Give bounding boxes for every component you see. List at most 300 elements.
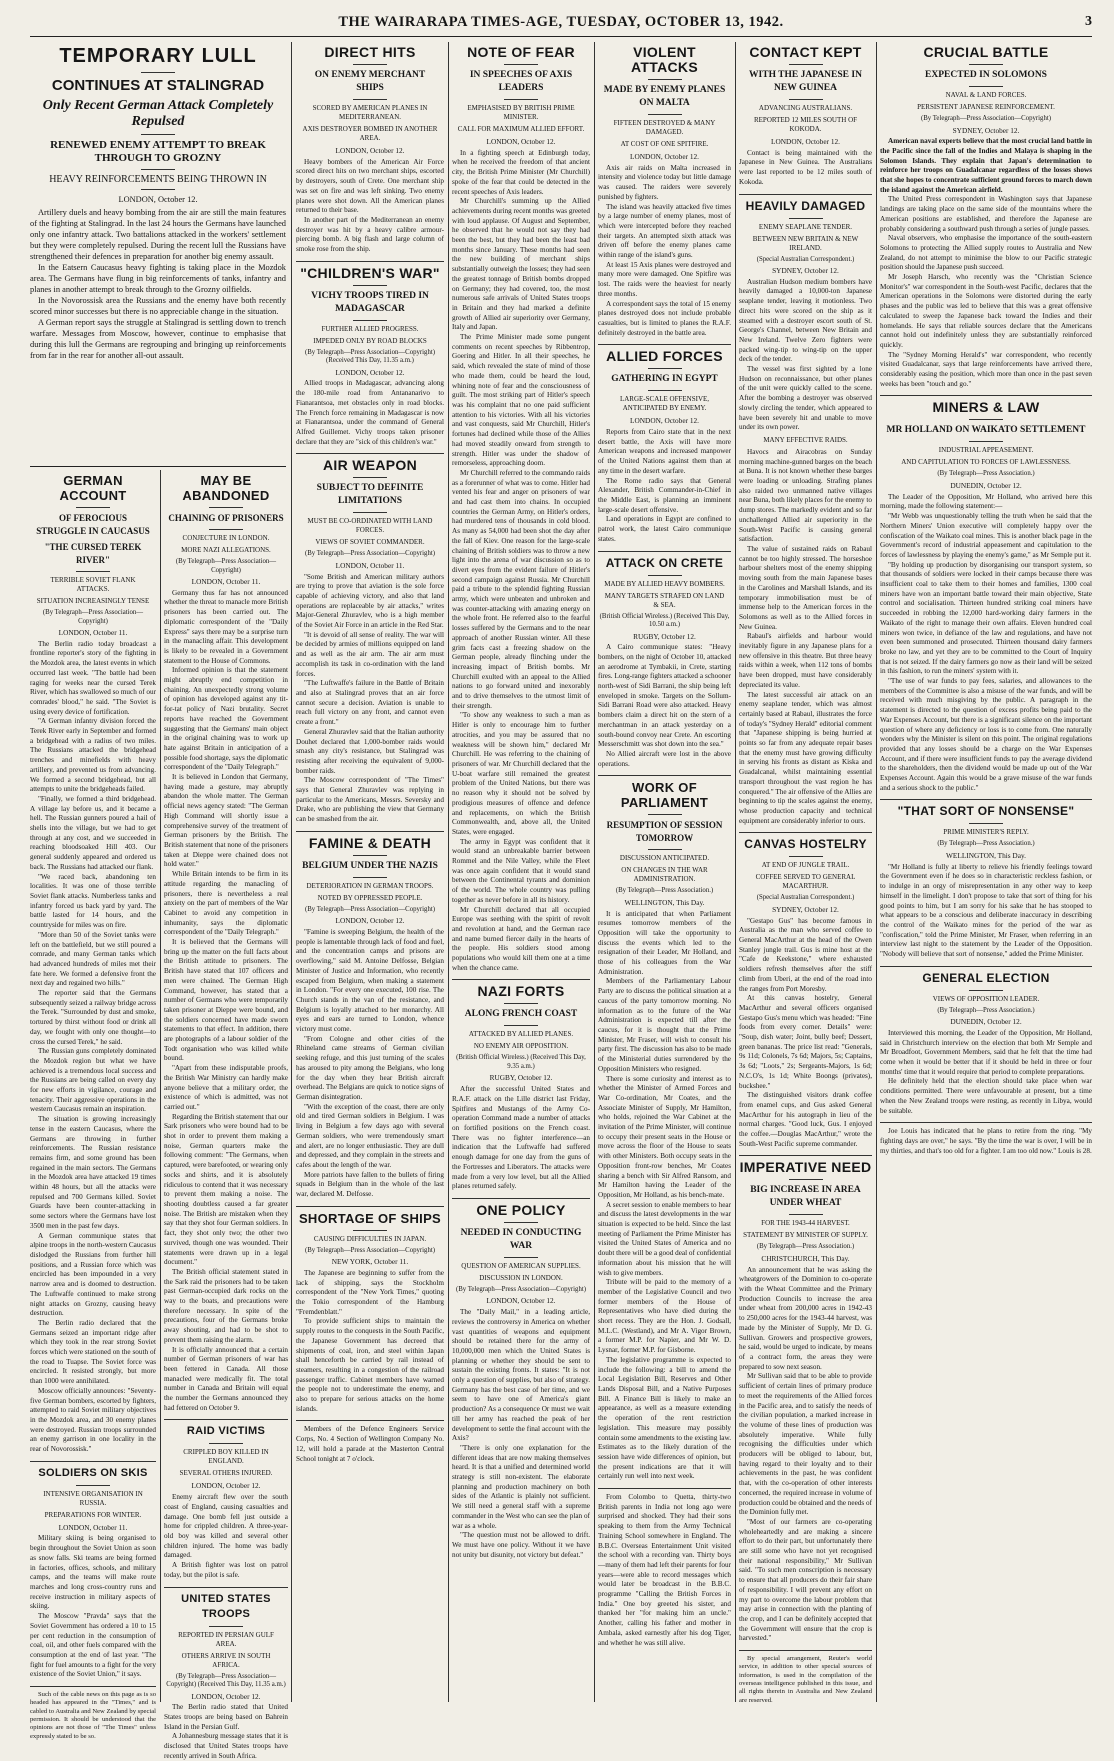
deck: MUST BE CO-ORDINATED WITH LAND FORCES. <box>307 517 433 535</box>
deck: CONJECTURE IN LONDON. <box>182 534 270 542</box>
separator <box>969 990 1003 991</box>
deck: REPORTED IN PERSIAN GULF AREA. <box>178 1630 274 1648</box>
paragraph: The Prime Minister made some pungent comments on recent speeches by Ribbentrop, Goering and Hitler. In all their speeches, he said, which revealed the state of mind of those who made them, could be heard the loud, whining note of fear and the consciousness of guilt. The most striking part of Hitler's speech was his complaint that no one paid sufficient attention to his victories. With all his victories and vast conquests, said Mr Churchill, Hitler's fortunes had declined while those of the Allies had moved steadily onward from strength to strength. Hitler was under the shadow of remorseless, approaching doom. <box>452 333 590 468</box>
paragraph: A German report says the struggle at Stalingrad is settling down to trench warfare. Messages from Moscow, however, continue to emphasise that during this lull the Germans are regrouping and bringing up reinforcements from far in the rear for another all-out assault. <box>30 318 286 360</box>
headline: GERMAN ACCOUNT <box>59 473 127 503</box>
paragraph: The "Sydney Morning Herald's" war correspondent, who recently visited Guadalcanar, says that large reinforcements have arrived there, considerably easing the position, which more than once in the past seven weeks has been "touch and go." <box>880 350 1092 388</box>
paragraph: There is some curiosity and interest as to whether the Minister of Armed Forces and War Co-ordination, Mr Coates, and the Associate Minister of Supply, Mr Hamilton, who holds, rejoined the War Cabinet at the invitation of the Prime Minister, will continue to occupy their present seats in the House or move across the floor of the House to seats with other Ministers. Both occupy seats in the Opposition front-row benches, Mr Coates sharing a bench with Sir Alfred Ransom, and Mr Hamilton having the Leader of the Opposition, Mr Holland, as his bench-mate. <box>598 1074 731 1199</box>
deck: NO ENEMY AIR OPPOSITION. <box>473 1042 569 1051</box>
separator <box>141 189 175 190</box>
deck: NOTED BY OPPRESSED PEOPLE. <box>317 893 423 902</box>
headline: IMPERATIVE NEED <box>739 1159 872 1176</box>
paragraph: Germany thus far has not announced whether the threat to manacle more British prisoners has been carried out. The diplomatic correspondent of the "Daily Express" says there may be a surprise turn in the manacling affair. This development is likely to be revealed in a Government statement to the House of Commons. <box>164 588 288 665</box>
credit-line: (By Telegraph—Press Association—Copyright) <box>304 1246 436 1254</box>
dateline: LONDON, October 11. <box>58 628 128 637</box>
separator <box>880 799 1092 800</box>
separator <box>296 1206 444 1207</box>
deck: EMPHASISED BY BRITISH PRIME MINISTER. <box>467 104 575 121</box>
paragraph: Mr Churchill declared that all occupied Europe was seething with the spirit of revolt and revolution at hand, and the German race and name burned fiercer daily in the hearts of the people. His soldiers stood among populations who would kill them one at a time when the chance came. <box>452 905 590 972</box>
paragraph: "Famine is sweeping Belgium, the health of the people is lamentable through lack of food and fuel, and the concentration camps and prisons are overflowing," said M. Antoine Delfosse, Belgian Minister of Justice and Information, who recently escaped from Belgium, when making a statement in London. "For every one executed, 100 rise. The Church stands in the van of the resistance, and Belgium is loyally attached to her monarchy. All eyes and ears are turned to London, whence victory must come. <box>296 928 444 1034</box>
deck: DISCUSSION ANTICIPATED. <box>619 854 710 863</box>
deck: INTENSIVE ORGANISATION IN RUSSIA. <box>43 1489 143 1507</box>
separator <box>504 1257 538 1258</box>
paragraph: Informed opinion is that the statement might abruptly end competition in chaining. An unexpectedly strong volume of opinion has developed against any tit-for-tat policy of Nazi brutality. Secret reports have reached the Government suggesting that the Germans' main object in the original chaining was to work up hate against Britain in anticipation of a possible food shortage, says the diplomatic correspondent of the "Daily Telegraph." <box>164 666 288 772</box>
dateline: LONDON, October 11. <box>335 560 405 570</box>
deck: MADE BY ALLIED HEAVY BOMBERS. <box>604 579 725 588</box>
credit-line: (By Telegraph—Press Association—Copyright) <box>920 115 1052 122</box>
paragraph: The distinguished visitors drank coffee from enamel cups, and Gus asked General MacArthur for his autograph in lieu of the normal charges. "Good luck, Gus. I enjoyed the coffee.—Douglas MacArthur," wrote the South-West Pacific supreme commander. <box>739 1091 872 1148</box>
paragraph: The Leader of the Opposition, Mr Holland, who arrived here this morning, made the following statement:— <box>880 492 1092 511</box>
deck: ENEMY SEAPLANE TENDER. <box>758 222 853 231</box>
credit-line: (By Telegraph—Press Association—Copyright) <box>304 905 436 913</box>
paragraph: It is believed in London that Germany, having made a gesture, may abruptly abandon the whole matter. The German official news agency stated: "The German High Command will shortly issue a comprehensive survey of the treatment of German prisoners by the British. The British statement that none of the prisoners taken at Dieppe were chained does not hold water." <box>164 773 288 869</box>
paragraph: Artillery duels and heavy bombing from the air are still the main features of the fighting at Stalingrad. In the last 24 hours the Germans have launched only one infantry attack. Two battalions attacked in the workers' settlement but they were completely repulsed. During the recent lull the Russians have strengthened their defences in preparation for another big enemy assault. <box>30 208 286 261</box>
separator <box>880 395 1092 396</box>
dateline: LONDON, October 12. <box>335 146 405 155</box>
separator <box>296 261 444 262</box>
separator <box>353 477 387 478</box>
separator <box>739 1650 872 1651</box>
paragraph: Members of the Defence Engineers Service Corps, No. 4 Section of Wellington Company No. 12, will hold a parade at the Masterton Central School tonight at 7 o'clock. <box>296 1425 444 1463</box>
paragraph: "It is devoid of all sense of reality. The war will be decided by armies of millions equipped on land and as well as the air arm. The air arm must accomplish its task in co-ordination with the land forces. <box>296 630 444 678</box>
separator <box>504 99 538 100</box>
deck: SEVERAL OTHERS INJURED. <box>179 1469 273 1478</box>
dateline: LONDON, October 12. <box>191 1481 261 1491</box>
headline: NOTE OF FEAR <box>467 44 575 60</box>
credit-line: (By Telegraph—Press Association.) <box>615 887 714 895</box>
deck: MANY TARGETS STRAFED ON LAND & SEA. <box>604 591 725 609</box>
paragraph: Australian Hudson medium bombers have heavily damaged a 10,000-ton Japanese seaplane tender, leaving it motionless. Two direct hits were scored on the ship as it steamed with a destroyer escort south of St. George's Channel, between New Britain and New Ireland. Twelve Zero fighters were packed wing-tip to wing-tip on the upper deck of the tender. <box>739 277 872 364</box>
dateline: LONDON, October 12. <box>191 1691 261 1701</box>
column-divider <box>160 470 161 1702</box>
deck: BETWEEN NEW BRITAIN & NEW IRELAND. <box>752 234 859 252</box>
separator <box>141 169 175 170</box>
deck: VICHY TROOPS TIRED IN MADAGASCAR <box>311 290 429 314</box>
paragraph: The Moscow "Pravda" says that the Soviet Government has ordered a 10 to 15 per cent reduction in the consumption of coal, oil, and other fuels compared with the consumption at the end of last year. "The fight for fuel amounts to a fight for the very existence of the Soviet Union," it says. <box>30 1612 156 1679</box>
paragraph: The vessel was first sighted by a lone Hudson on reconnaissance, but other planes of the unit were quickly called to the scene. After the bombing a destroyer was observed slowly circling the tender, which appeared to have been severely hit and unable to move under its own power. <box>739 365 872 432</box>
dateline: DUNEDIN, October 12. <box>950 1017 1022 1027</box>
separator <box>648 575 682 576</box>
paragraph: Joe Louis has indicated that he plans to retire from the ring. "My fighting days are over," he says. "By the time the war is over, I will be in my thirties, and that's too old for a fighter. I am too old now." Louis is 28. <box>880 1127 1092 1155</box>
separator <box>209 1443 243 1444</box>
dateline: LONDON, October 12. <box>118 195 198 204</box>
deck: CHAINING OF PRISONERS <box>168 513 284 523</box>
paragraph: Enemy aircraft flew over the south coast of England, causing casualties and damage. One bomb fell just outside a home for crippled children. A three-year-old boy was killed and several other children injured. The home was badly damaged. <box>164 1493 288 1560</box>
deck: ATTACKED BY ALLIED PLANES. <box>468 1030 574 1039</box>
deck: PREPARATIONS FOR WINTER. <box>44 1510 142 1519</box>
credit-line: (By Telegraph—Press Association—Copyright) <box>42 609 144 625</box>
separator <box>598 344 731 345</box>
paragraph: At this canvas hostelry, General MacArthur and several officers organised Gestapo Gus's menu which was headed: "Fine foods from every corner. Details" were: "Soup, dish water; Joint, bully beef; Dessert, green bananas. The price list read: "Generals, 9s 11d; Colonels, 7s 6d; Majors, 5s; Captains, 3s 6d; "Loots," 2s; Sergeants-Majors, 1s 6d; N.C.O's, 1s 1d; White Boongs (privates), buckshee." <box>739 994 872 1090</box>
deck: "THE CURSED TEREK RIVER" <box>44 542 142 565</box>
credit-line: (By Telegraph—Press Association.) <box>756 1243 855 1251</box>
column-6 <box>739 42 872 1702</box>
deck: AT END OF JUNGLE TRAIL. <box>761 861 850 870</box>
deck: Only Recent German Attack Completely Repulsed <box>42 98 274 129</box>
deck: EXPECTED IN SOLOMONS <box>925 70 1047 80</box>
headline: "THAT SORT OF NONSENSE" <box>897 804 1075 819</box>
paragraph: Mr Joseph Harsch, who recently was the "Christian Science Monitor's" war correspondent in the South-west Pacific, declares that the American operations in the Solomons were distorted during the early phases and the public was led to believe that this was a great offensive calculated to sweep the Japanese back toward the Indies and their homelands. He says that reliable sources declare that the Americans cannot hold out indefinitely unless they are substantially reinforced quickly. <box>880 273 1092 349</box>
dateline: WELLINGTON, This Day. <box>624 897 705 907</box>
paragraph: "The use of war funds to pay fees, salaries, and allowances to the members of the Committee is also a misuse of the war funds, and will be received with much misgiving by the public. A paragraph in the statement is directed to the question of excess profits being paid to the War Expenses Account, but there is a significant silence on the important question of where any deficiency or loss is to come from. One naturally wonders why the Minister is silent on this point. The original regulations provided that any losses should be a charge on the War Expenses Account, and if there were insufficient funds to pay the average dividend to the shareholders, then the dividend would be made up out of the War Expenses Account. Again this would be a grave misuse of the war funds and a serious shock to the public." <box>880 677 1092 792</box>
credit-line: (By Telegraph—Press Association.) <box>937 1006 1035 1014</box>
separator <box>598 1488 731 1489</box>
deck: PRIME MINISTER'S REPLY. <box>943 828 1029 837</box>
deck: SCORED BY AMERICAN PLANES IN MEDITERRANEAN. <box>312 104 428 121</box>
dateline: WELLINGTON, This Day. <box>946 850 1026 860</box>
separator <box>648 79 682 80</box>
paragraph: The reporter said that the Germans subsequently seized a railway bridge across the Terek. "Surrounded by dust and smoke, tortured by thirst without food or drink all day, we fought with only one thought—to cross the cursed Terek," he said. <box>30 989 156 1046</box>
deck: VIEWS OF OPPOSITION LEADER. <box>932 994 1040 1003</box>
deck: NEEDED IN CONDUCTING WAR <box>460 1227 582 1251</box>
headline: MINERS & LAW <box>932 399 1040 416</box>
paragraph: The British official statement stated in the Sark raid the prisoners had to be taken past German-occupied dark rocks on the way to the boats, and precautions were therefore necessary. In spite of the precautions, four of the Germans broke away shouting, and had to be shot to prevent them raising the alarm. <box>164 1267 288 1344</box>
separator <box>648 849 682 850</box>
deck: LARGE-SCALE OFFENSIVE, ANTICIPATED BY ENEMY. <box>619 395 710 413</box>
deck: BELGIUM UNDER THE NAZIS <box>302 860 438 871</box>
paragraph: A correspondent says the total of 15 enemy planes destroyed does not include probable casualties, but is limited to planes the R.A.F. definitely destroyed in the battle area. <box>598 299 731 337</box>
dateline: LONDON, October 12. <box>771 137 840 146</box>
dateline: LONDON, October 11. <box>58 1522 128 1532</box>
paragraph: "From Cologne and other cities of the Rhineland came streams of German civilian seeking refuge, and this just turning of the scales has aroused to pity among the Belgians, who long for the day when they hear British aircraft overhead. The Belgians are quick to notice signs of German disintegration. <box>296 1034 444 1101</box>
deck: RESUMPTION OF SESSION TOMORROW <box>606 820 723 844</box>
paragraph: The latest successful air attack on an enemy seaplane tender, which was almost certainly based at Rabaul, illustrates the force of today's "Sydney Herald" editorial comment that "Japanese shipping is being hurried at points so far from any adequate repair bases that the enemy must have growing difficulty in serving his fronts as distant as Kiska and Guadalcanal, whilst maintaining essential transport throughout the vast region he has conquered." The air offensive of the Allies are beginning to tip the scales against the enemy, whose production capacity and technical equipment are considerably inferior to ours. <box>739 690 872 825</box>
headline: CONTACT KEPT <box>749 44 862 60</box>
paragraph: The value of sustained raids on Rabaul cannot be too highly stressed. The horseshoe harbour shelters most of the enemy shipping moving south from the main Japanese bases in the Carolines and Marshall Islands, and its temporary immobilisation must be of immense help to the American forces in the Solomons as well as to the Allied forces in New Guinea. <box>739 545 872 631</box>
separator <box>30 1461 156 1462</box>
separator <box>969 419 1003 420</box>
deck: SITUATION INCREASINGLY TENSE <box>36 597 150 605</box>
deck: INDUSTRIAL APPEASEMENT. <box>938 446 1034 455</box>
deck: MR HOLLAND ON WAIKATO SETTLEMENT <box>886 425 1086 436</box>
separator <box>789 1179 823 1180</box>
separator <box>353 877 387 878</box>
paragraph: Contact is being maintained with the Japanese in New Guinea. The Australians were last reported to be 12 miles south of Kokoda. <box>739 148 872 186</box>
separator <box>353 285 387 286</box>
paragraph: General Zhuravlev said that the Italian authority Douhet declared that 1,000-bomber raids would smash any city's resistance, but Stalingrad was resisting after receiving the equivalent of 9,000-bomber raids. <box>296 727 444 775</box>
deck: VIEWS OF SOVIET COMMANDER. <box>315 538 425 547</box>
headline: SHORTAGE OF SHIPS <box>298 1210 442 1226</box>
headline: DIRECT HITS <box>324 44 416 60</box>
dateline: SYDNEY, October 12. <box>772 266 839 276</box>
paragraph: The island was heavily attacked five times by a large number of enemy planes, most of which were intercepted before they reached their targets. An attempted sixth attack was driven off before the enemy planes came within range of the island's guns. <box>598 202 731 260</box>
paragraph: Interviewed this morning, the Leader of the Opposition, Mr Holland, said in Christchurch interview on the election that both Mr Semple and Mr Broadfoot, Government Members, said that he felt that the time had come when it would be better that if it should be held in three or four months' time that it would require that period to complete preparations. <box>880 1028 1092 1076</box>
separator <box>789 218 823 219</box>
paragraph: "The question must not be allowed to drift. We must have one policy. Without it we have not unity but disunity, not victory but defeat." <box>452 1531 590 1559</box>
headline: WORK OF PARLIAMENT <box>620 780 709 811</box>
paragraph: No Allied aircraft were lost in the above operations. <box>598 749 731 768</box>
separator <box>739 832 872 833</box>
paragraph: The legislative programme is expected to include the following: a bill to amend the Local Legislation Bill, Reserves and Other Lands Disposal Bill, and a Native Purposes Bill. A Finance Bill is likely to make an appearance, as well as a measure extending the operation of the rent restriction legislation. This measure may possibly contain some amendments to the existing law. Estimates as to the likely duration of the session have wide differences of opinion, but the present indications are that it will certainly run well into next week. <box>598 1355 731 1481</box>
paragraph: The Russian guns completely dominated the Mozdok region but what we have achieved is a tremendous local success and the Russians are being called on every day for new efforts in vigilance, courage and tenacity. Their aggressive operations in the western Caucasus remain an inspiration. <box>30 1047 156 1114</box>
headline: RAID VICTIMS <box>186 1425 266 1438</box>
headline: HEAVILY DAMAGED <box>745 198 866 213</box>
credit-line: (By Telegraph—Press Association.) <box>937 470 1035 478</box>
deck: ALONG FRENCH COAST <box>464 1009 578 1020</box>
paragraph: The situation is growing increasingly tense in the eastern Caucasus, where the Germans are throwing in further reinforcements. The Russian resistance remains firm, and some ground has been regained in the main sectors. The Germans in the Mozdok area have attacked 19 times within 48 hours, but all the attacks were repulsed and 700 Germans killed. Soviet Guards have been counter-attacking in some sectors where the Germans have lost 3500 men in the past few days. <box>30 1115 156 1230</box>
dateline: CHRISTCHURCH, This Day. <box>761 1253 850 1263</box>
separator <box>969 441 1003 442</box>
paragraph: It is believed that the Germans will bring up the matter on the full facts about the British attitude to prisoners. The British have stated that 107 officers and men were chained. The German High Command, however, has stated that a number of Germans who were temporarily taken prisoner at Dieppe were bound, and the soldiers concerned have made sworn statements to that effect. In addition, there are photographs of a labour soldier of the Todt organisation who was killed while bound. <box>164 938 288 1063</box>
separator <box>353 99 387 100</box>
column-1 <box>30 470 156 1740</box>
separator <box>504 1222 538 1223</box>
masthead-rule <box>30 36 1092 37</box>
separator <box>353 64 387 65</box>
headline: ATTACK ON CRETE <box>605 555 724 570</box>
paragraph: Members of the Parliamentary Labour Party are to discuss the political situation at a caucus of the party tomorrow morning. No information as to the future of the War Administration is expected till after the caucus, for it is thought that the Prime Minister, Mr Fraser, will wish to consult his party first. The discussion has also to be made of the Ministerial duties surrendered by the Opposition Ministers who resigned. <box>598 977 731 1073</box>
deck: CAUSING DIFFICULTIES IN JAPAN. <box>313 1234 427 1243</box>
paragraph: "Most of our farmers are co-operating wholeheartedly and are making a sincere effort to do their part, but unfortunately there are still some who have not yet recognised their national responsibility," Mr Sullivan said. "To such men conscription is necessary to ensure that all producers do their fair share of responsibility. I will prevent any effort on my part to overcome the labour problem that may arise in connection with the planting of the crop, and I can be definitely accepted that the Government will ensure that the crop is harvested." <box>739 1517 872 1643</box>
credit-line: (Special Australian Correspondent.) <box>756 255 855 263</box>
separator <box>739 1155 872 1156</box>
column-3 <box>296 42 444 1702</box>
deck: ON ENEMY MERCHANT SHIPS <box>314 70 426 93</box>
separator <box>164 1587 288 1588</box>
paragraph: In the Eatsern Caucasus heavy fighting is taking place in the Mozdok area. The Germans have flung in big reinforcements of tanks, infantry and planes in another attempt to break through to the Grozny oilfields. <box>30 263 286 294</box>
paragraph: The Berlin radio declared that the Germans seized an important ridge after which they took in the rear strong Soviet forces which were stationed on the south of the road to Tuapse. The Soviet force was encircled. It resisted strongly, but more than 1000 were annihilated. <box>30 1318 156 1386</box>
separator <box>164 1419 288 1420</box>
headline: "CHILDREN'S WAR" <box>300 264 440 281</box>
paragraph: Mr Churchill's summing up the Allied achievements during recent months was greeted with loud applause. Of August and September, he observed that he would not say they had been the best, but they had been the least bad months since January. These months had seen the new building of merchant ships substantially outweigh the losses; they had seen the greatest tonnage of British bombs dropped on Germany; they had covered, too, the most numerous safe arrivals of United States troops in Britain and they had marked a definite growth of Allied air superiority over Germany, Italy and Japan. <box>452 197 590 332</box>
credit-line: (By Telegraph—Press Association.) <box>937 840 1035 848</box>
dateline: SYDNEY, October 12. <box>952 125 1020 135</box>
separator <box>504 1003 538 1004</box>
dateline: SYDNEY, October 12. <box>772 904 839 914</box>
deck: AXIS DESTROYER BOMBED IN ANOTHER AREA. <box>302 125 438 142</box>
deck: SUBJECT TO DEFINITE LIMITATIONS <box>316 483 424 507</box>
separator <box>76 571 110 572</box>
separator <box>353 512 387 513</box>
deck: BIG INCREASE IN AREA UNDER WHEAT <box>750 1185 861 1209</box>
dateline: LONDON, October 12. <box>335 916 405 926</box>
paragraph: The "Daily Mail," in a leading article, reviews the controversy in America on whether vast quantities of weapons and equipment should be retained there for the army of 10,000,000 men which the United States is planning or whether they should be sent to sustain the existing fronts. It states: "It is not only a question of supplies, but also of strategy. Germany has the best case of her time, and we seem to have one of America's giant production? As a consequence Or must we wait till her army has reached the peak of her development to settle the final account with the Axis? <box>452 1308 590 1443</box>
separator <box>598 551 731 552</box>
separator <box>209 507 243 508</box>
deck: MORE NAZI ALLEGATIONS. <box>181 546 271 554</box>
deck: ADVANCING AUSTRALIANS. <box>758 104 853 112</box>
paragraph: The Berlin radio today broadcast a frontline reporter's story of the fighting in the Mozdok area, the latest events in which occurred last week. "The battle had been raging for weeks near the cursed Terek River, which has swallowed so much of our comrades' blood," he said. "The Soviet is using every device of fortification. <box>30 639 156 716</box>
separator <box>209 1626 243 1627</box>
separator <box>141 134 175 135</box>
lead-story <box>30 42 286 462</box>
column-7 <box>880 42 1092 1702</box>
dateline: LONDON, October 12. <box>486 137 556 146</box>
paragraph: "Apart from these indisputable proofs, the British War Ministry can hardly make anyone believe that a military order, the existence of which is admitted, was not carried out." <box>164 1064 288 1111</box>
deck: HEAVY REINFORCEMENTS BEING THROWN IN <box>49 174 267 185</box>
headline: AIR WEAPON <box>323 457 417 474</box>
dateline: LONDON, October 12. <box>630 416 699 426</box>
paragraph: A British fighter was lost on patrol today, but the pilot is safe. <box>164 1561 288 1579</box>
separator <box>789 99 823 100</box>
headline: GENERAL ELECTION <box>922 970 1050 985</box>
separator <box>452 1198 590 1199</box>
separator <box>209 529 243 530</box>
deck: IN SPEECHES OF AXIS LEADERS <box>469 70 573 93</box>
paragraph: "The Luftwaffe's failure in the Battle of Britain and also at Stalingrad proves that an air force cannot secure a decision. Aviation is unable to reach full victory on any front, and cannot even create a front." <box>296 679 444 727</box>
paragraph: The Berlin radio stated that United States troops are being based on Bahrein Island in the Persian Gulf. <box>164 1703 288 1731</box>
section-rule <box>30 466 286 467</box>
footnote: Such of the cable news on this page as is so headed has appeared in the "Times," and is cabled to Australia and New Zealand by special permission. It should be understood that the opinions are not those of "The Times" unless expressly stated to be so. <box>30 1691 156 1740</box>
dateline: LONDON, October 12. <box>486 1296 556 1306</box>
deck: NAVAL & LAND FORCES. <box>945 91 1027 99</box>
deck: CONTINUES AT STALINGRAD <box>51 77 265 94</box>
separator <box>789 1214 823 1215</box>
deck: REPORTED 12 MILES SOUTH OF KOKODA. <box>753 116 858 133</box>
dateline: RUGBY, October 12. <box>489 1073 553 1083</box>
deck: AND CAPITULATION TO FORCES OF LAWLESSNESS. <box>901 458 1071 467</box>
paragraph: A German communique states that alpine troops in the north-western Caucasus dislodged the Russians from further hill positions, and a Russian force which was encircled has been impounded in a very narrow area and is doomed to destruction. The Luftwaffe continued to make strong night attacks on Grozny, causing heavy destruction. <box>30 1231 156 1318</box>
paragraph: "There is only one explanation for the different ideas that are now making themselves heard. It is that a unified and determined world strategy is still non-existent. The elaborate planning and production machinery on both sides of the Atlantic is plainly not sufficient. We still need a general staff with a supreme commander in the West who can see the plan of war as a whole. <box>452 1443 590 1530</box>
paragraph: A Johannesburg message states that it is disclosed that United States troops have recently arrived in South Africa. <box>164 1732 288 1760</box>
separator <box>880 1122 1092 1123</box>
separator <box>353 855 387 856</box>
headline: TEMPORARY LULL <box>59 45 257 67</box>
dateline: RUGBY, October 12. <box>633 631 696 641</box>
paragraph: A Cairo communique states: "Heavy bombers, on the night of October 10, attacked an aerodrome at Tymbakii, in Crete, starting fires. Long-range fighters attacked a schooner north-west of Sidi Barrani, the ship being left enveloped in smoke. Targets on the Sollum-Sidi Barrani Road were also attacked. Heavy bombers claim a direct hit on the stern of a merchantman in an attack yesterday on a south-bound convoy near Crete. An escorting Messerschmitt was shot down into the sea." <box>598 643 731 749</box>
headline: SOLDIERS ON SKIS <box>38 1466 148 1479</box>
separator <box>789 856 823 857</box>
deck: GATHERING IN EGYPT <box>611 374 718 385</box>
paragraph: The Moscow correspondent of "The Times" says that General Zhuravlev was replying in particular to the Americans, Messrs. Seversky and Drake, who are publishing the view that Germany can be smashed from the air. <box>296 776 444 824</box>
deck: DISCUSSION IN LONDON. <box>479 1273 563 1282</box>
paragraph: The Japanese are beginning to suffer from the lack of shipping, says the Stockholm correspondent of the "New York Times," quoting the Tokio correspondent of the Hamburg "Fremdenblatt." <box>296 1268 444 1316</box>
headline: FAMINE & DEATH <box>308 834 432 851</box>
paragraph: The Rome radio says that General Alexander, British Commander-in-Chief in the Middle East, is planning an imminent large-scale desert offensive. <box>598 476 731 514</box>
paragraph: The army in Egypt was confident that it would stand an unbreakable barrier between Rommel and the Nile Valley, while the Fleet was once again confident that it would stand between the Continental tyrants and dominion of the world. The whole country was pulling together as never before in all its history. <box>452 837 590 904</box>
paragraph: Havocs and Airacobras on Sunday morning machine-gunned barges on the beach at Buna. It is not known whether these barges were loading or unloading. Strafing planes also raided two unmanned native villages near Buna, both likely places for the enemy to dump stores. The markedly evident and so far unchallenged Allied air superiority in the South-West Pacific is causing general satisfaction. <box>739 447 872 544</box>
headline: VIOLENT ATTACKS <box>631 44 698 75</box>
deck: RENEWED ENEMY ATTEMPT TO BREAK THROUGH TO GROZNY <box>50 139 266 164</box>
credit-line: (British Official Wireless.) (Received This Day, 10.50 a.m.) <box>599 612 730 628</box>
paragraph: "Finally, we formed a third bridgehead. A village lay before us, and it became a hell. The Russian gunners poured a hail of shells into the village, but we had to get through at any cost, and we succeeded in reaching bloodsoaked Hill 403. Our general suddenly appeared and ordered us back. The Russians had attacked our flank. <box>30 794 156 871</box>
subheading: MANY EFFECTIVE RAIDS. <box>763 435 848 444</box>
deck: STATEMENT BY MINISTER OF SUPPLY. <box>743 1231 868 1240</box>
paragraph: "A German infantry division forced the Terek River early in September and formed a bridgehead with a radius of two miles. The Russians attacked the bridgehead trenches and minefields with heavy artillery, and prevented us from advancing. We formed a second bridgehead, but all attempts to unite the bridgeheads failed. <box>30 717 156 794</box>
column-divider <box>735 42 736 1702</box>
paragraph: "Mr Holland is fully at liberty to relieve his friendly feelings toward the Government even if he does so in characteristic reckless fashion, or to indulge in an orgy of misrepresentation in any other way to keep himself in the limelight. I don't propose to take that sort of thing for his good points to him, but I am sorry for his sake that he has stooped to what appears to be a conscious and deliberate inaccuracy in describing the control of the Waikato mines for the period of the war as "confiscation," told the Prime Minister, Mr Fraser, when referring in an interview last night to the statement by the Leader of the Opposition. "Nobody will believe that sort of nonsense," added the Prime Minister. <box>880 862 1092 959</box>
paragraph: After the successful United States and R.A.F. attack on the Lille district last Friday, Spitfires and Mustangs of the Army Co-operation Command made a number of attacks on fortified positions on the French coast. There was no fighter interference—an indication that the Luftwaffe had suffered enough damage for one day from the guns of the Fortresses and Liberators. The attacks were made from a very low level, but all the Allied planes returned safely. <box>452 1085 590 1191</box>
separator <box>504 64 538 65</box>
deck: COFFEE SERVED TO GENERAL MACARTHUR. <box>755 873 856 891</box>
column-divider <box>291 42 292 1702</box>
separator <box>76 1485 110 1486</box>
separator <box>880 966 1092 967</box>
paragraph: More patriots have fallen to the bullets of firing squads in Belgium than in the whole of the last war, declared M. Delfosse. <box>296 1170 444 1199</box>
separator <box>969 86 1003 87</box>
paragraph: To provide sufficient ships to maintain the supply routes to the conquests in the South Pacific, the Japanese Government has decreed that shipments of coal, iron, and steel within Japan shall henceforth be carried by rail instead of steamers, resulting in a congestion of the railroad passenger traffic. Cabinet members have warned the people not to underestimate the enemy, and also to prepare for serious attacks on the home islands. <box>296 1317 444 1413</box>
paragraph: An announcement that he was asking the wheatgrowers of the Dominion to co-operate with the Wheat Committee and the Primary Production Councils to increase the area under wheat from 200,000 acres in 1942-43 to 250,000 acres for the 1943-44 harvest, was made by the Minister of Supply, Mr D. G. Sullivan. Growers and prospective growers, he said, would be urged to indicate, by means of a contract form, the areas they were prepared to sow next season. <box>739 1265 872 1371</box>
paragraph: "Gestapo Gus" has become famous in Australia as the man who served coffee to General MacArthur at the head of the Owen Stanley jungle trail. Gus is mine host at the "Cafe de Keekstone," where exhausted soldiers refresh themselves after the stiff climb from Uberi, at the end of the road into the ranges from Port Moresby. <box>739 916 872 993</box>
footnote: By special arrangement, Reuter's world service, in addition to other special sources of information, is used in the compilation of the overseas intelligence published in this issue, and all rights therein in Australia and New Zealand are reserved. <box>739 1655 872 1704</box>
paragraph: In the Novorossisk area the Russians and the enemy have both recently scored minor successes but there is no appreciable change in the situation. <box>30 296 286 316</box>
credit-line: (By Telegraph—Press Association—Copyright) <box>175 558 277 574</box>
paragraph: Allied troops in Madagascar, advancing along the 180-mile road from Antananarivo to Fianarantsoa, met obstacles only in road blocks. The French force remaining in Madagascar is now at Fianarantsoa, under the command of General Alfred Guillemet. Vichy troops taken prisoner declare that they are "sick of this children's war." <box>296 379 444 446</box>
separator <box>739 194 872 195</box>
column-divider <box>448 42 449 1702</box>
column-divider <box>594 42 595 1702</box>
headline: ONE POLICY <box>476 1201 566 1218</box>
separator <box>296 453 444 454</box>
separator <box>789 64 823 65</box>
separator <box>504 1025 538 1026</box>
deck: TERRIBLE SOVIET FLANK ATTACKS. <box>50 576 136 593</box>
deck: FURTHER ALLIED PROGRESS. <box>321 324 419 333</box>
separator <box>648 114 682 115</box>
paragraph: He definitely held that the election should take place when war conditions permitted. There were unfavourable at present, but a time when the New Zealand troops were resting, as recently in Libya, would be suitable. <box>880 1077 1092 1115</box>
paragraph: In a fighting speech at Edinburgh today, when he received the freedom of that ancient city, the British Prime Minister (Mr Churchill) spoke of the fear that could be detected in the recent speeches of Axis leaders. <box>452 148 590 196</box>
deck: OTHERS ARRIVE IN SOUTH AFRICA. <box>181 1651 271 1669</box>
deck: DETERIORATION IN GERMAN TROOPS. <box>306 881 434 890</box>
dateline: NEW YORK, October 11. <box>331 1257 409 1267</box>
headline: CANVAS HOSTELRY <box>744 837 867 852</box>
paragraph: While Britain intends to be firm in its attitude regarding the manacling of prisoners, there is nevertheless a real anxiety on the part of members of the War Cabinet to avoid any competition in inhumanity, says the diplomatic correspondent of the "Daily Telegraph." <box>164 870 288 937</box>
paragraph: "By holding up production by disorganising our transport system, so that thousands of soldiers were locked in their camps because there was insufficient coal to take them to their homes and families, 1300 coal miners have won an important battle toward their main objective, State control and socialisation. Thirteen hundred striking coal miners have succeeded in robbing the 12,000 hard-working dairy farmers in the Waikato of the right to manage their own affairs. Eleven hundred coal miners won twice, in defiance of the law and regulations, and have not even been summoned and prosecuted. Thirteen thousand dairy farmers broke no law, and yet they are to be committed to the Court of Inquiry that is not seized. If the dairy farmers go now as their land will be seized in this fashion, to run the miners' system with it. <box>880 560 1092 676</box>
deck: AT COST OF ONE SPITFIRE. <box>620 140 709 148</box>
paragraph: "Some British and American military authors are trying to prove that aviation is the sole force capable of achieving victory, and also that land operations are replaceable by air attacks," writes Major-General Zhuravlev, who is a high member of the Soviet Air Force in an article in the Red Star. <box>296 572 444 630</box>
credit-line: (By Telegraph—Press Association—Copyright) <box>304 550 436 558</box>
paragraph: Regarding the British statement that our Sark prisoners who were bound had to be shot in order to prevent them making a noise, German quarters make the following comment: "The Germans, when captured, were barefooted, or wearing only socks and shirts, and it is absolutely ridiculous to contend that it was necessary to prevent them making a noise. The shooting doubtless caused a far greater noise. The British are mistaken when they say that they shot four German soldiers. In fact, they shot only two; the other two survived, though one was wounded. Their statements were drawn up in a legal document." <box>164 1112 288 1267</box>
separator <box>30 1686 156 1687</box>
deck: FOR THE 1943-44 HARVEST. <box>761 1219 850 1228</box>
deck: ON CHANGES IN THE WAR ADMINISTRATION. <box>621 866 708 884</box>
paragraph: "We raced back, abandoning ten localities. It was one of those terrible Soviet flank attacks. Numberless tanks and infantry forced us back yard by yard. The battle lasted for 14 hours, and the countryside for miles was on fire. <box>30 872 156 930</box>
paragraph: The United Press correspondent in Washington says that Japanese landings are taking place on the same side of the mountains where the American positions are established, and therefore the Japanese are probably considering a southward push through a series of jungle passes. <box>880 195 1092 233</box>
paragraph: From Colombo to Quetta, thirty-two British parents in India not long ago were surprised and shocked. They had their sons speaking to them from the Army Technical Training School somewhere in England. The B.B.C. Overseas Entertainment Unit visited the school with a recording van. Thirty boys—many of them had left their parents for four years—were able to record messages which would later be broadcast in the B.B.C. programme "Calling the British Forces in India." One boy greeted his sister, and thanked her "for making him an uncle." Another, calling his father and mother in Ambala, asked earnestly after his dog Tiger, and whether he was still alive. <box>598 1493 731 1647</box>
separator <box>648 368 682 369</box>
page-number: 3 <box>1085 14 1092 29</box>
deck: WITH THE JAPANESE IN NEW GUINEA <box>749 70 862 93</box>
column-divider <box>876 42 877 1702</box>
paragraph: Heavy bombers of the American Air Force scored direct hits on two merchant ships, escorted by destroyers, south of Crete. One merchant ship was set on fire and was left sinking. Two enemy planes were shot down. All the American planes returned to their base. <box>296 157 444 215</box>
credit-line: (Special Australian Correspondent.) <box>756 894 855 902</box>
dateline: LONDON, October 12. <box>630 152 699 161</box>
newspaper-title: THE WAIRARAPA TIMES-AGE, TUESDAY, OCTOBER 13, 1942. <box>338 14 784 30</box>
separator <box>598 775 731 776</box>
separator <box>969 823 1003 824</box>
deck: CALL FOR MAXIMUM ALLIED EFFORT. <box>457 125 585 133</box>
paragraph: "To show any weakness to such a man as Hitler is only to encourage him to further atrocities, and you may be assured that no weakness will be shown him," declared Mr Churchill. He was referring to the chaining of prisoners of war. Mr Churchill declared that the U-boat warfare still remained the greatest problem of the United Nations, but there was no reason why it should not be solved by prodigious measures of offence and defence and replacements, on which the British Commonwealth, and, above all, the United States, were engaged. <box>452 711 590 836</box>
paragraph: American naval experts believe that the most crucial land battle in the Pacific since the fall of the Indies and Malaya is shaping in the Solomon Islands. They explain that Japan's determination to reinforce her troops on Guadalcanar regardless of the losses shows that she hopes to concentrate sufficient ground forces to march down the island against the American airfield. <box>880 137 1092 194</box>
headline: CRUCIAL BATTLE <box>923 44 1049 60</box>
paragraph: "Mr Webb was unquestionably telling the truth when he said that the Northern Miners' Union executive will completely happy over the confiscation of the Waikato coal mines. This is another black page in the Government's record of industrial appeasement and capitulation to the forces of lawlessness by playing the enemy's game," as Mr Semple put it. <box>880 512 1092 559</box>
separator <box>76 507 110 508</box>
separator <box>296 1420 444 1421</box>
deck: IMPEDED ONLY BY ROAD BLOCKS <box>313 336 427 345</box>
paragraph: Mr Sullivan said that to be able to provide sufficient of certain lines of primary produce to meet the requirements of the Allied forces in the Pacific area, and to satisfy the needs of the civilian population, a marked increase in the volume of these lines of production was absolutely imperative. While fully recognising the difficulties under which producers will be obliged to labour, but, having regard to their loyalty and to their achievements in the past, he was confident that, with the co-operation of other interests concerned, the required increase in volume of production could be obtained and the needs of the Dominion fully met. <box>739 1372 872 1517</box>
paragraph: Tribute will be paid to the memory of a member of the Legislative Council and two former members of the House of Representatives who have died during the short recess. They are the Hon. J. Godsall, M.L.C. (Westland), and Mr A. Vigor Brown, a former M.P. for Napier, and Mr W. D. Lysnar, former M.P. for Gisborne. <box>598 1278 731 1355</box>
paragraph: At least 15 Axis planes were destroyed and many more were damaged. One Spitfire was lost. The raids were the heaviest for nearly three months. <box>598 260 731 298</box>
separator <box>353 320 387 321</box>
credit-line: (By Telegraph—Press Association—Copyright) (Received This Day, 11.35 a.m.) <box>166 1672 286 1688</box>
deck: OF FEROCIOUS STRUGGLE IN CAUCASUS <box>36 513 150 536</box>
headline: NAZI FORTS <box>477 983 565 1000</box>
paragraph: Reports from Cairo state that in the next desert battle, the Axis will have more American weapons and increased manpower of the United Nations against them than at any time in the desert warfare. <box>598 428 731 475</box>
headline: ALLIED FORCES <box>606 348 723 365</box>
column-4 <box>452 42 590 1702</box>
paragraph: "More than 50 of the Soviet tanks were left on the battlefield, but we still poured a comrade, and many German tanks which had advanced hundreds of miles met their fate here. We formed a defensive front the next day and regained two hills." <box>30 930 156 988</box>
separator <box>969 64 1003 65</box>
separator <box>296 831 444 832</box>
deck: QUESTION OF AMERICAN SUPPLIES. <box>461 1261 581 1270</box>
dateline: DUNEDIN, October 12. <box>950 480 1022 490</box>
deck: FIFTEEN DESTROYED & MANY DAMAGED. <box>613 119 716 136</box>
paragraph: "With the exception of the coast, there are only old and tired German soldiers in Belgium. I was living in Belgium a few days ago with several German soldiers, who were tremendously smart and alert, are no longer enthusiastic. They are dull and depressed, and they complain in the streets and cafes about the length of the war. <box>296 1102 444 1169</box>
paragraph: Mr Churchill referred to the commando raids as a forerunner of what was to come. Hitler had vented his fear and anger on prisoners of war and had cast them into chains. In occupied countries the German Army, on Hitler's orders, had murdered tens of thousands in cold blood. As many as 54,000 had been shot the day after the fall of Kiev. One reason for the large-scale chaining of British soldiers was to throw a new light into the arena of war discussion so as to divert eyes from the evident failure of Hitler's second campaign against Russia. Mr Churchill paid a tribute to the splendid fighting Russian army, which were unbeaten and unbroken and was counter-attacking with amazing energy on the whole front. He referred also to the fearful losses suffered by the Germans and to the near approach of another Russian winter. All these grim facts cast a freezing shadow on the German people, already flinching under the increasing impact of British bombs. Mr Churchill exulted with an appeal to the Allied nations to go forward united and inexorably and to drive themselves to the utmost limit of their strength. <box>452 468 590 710</box>
paragraph: Land operations in Egypt are confined to patrol work, the latest Cairo communique states. <box>598 515 731 543</box>
headline: UNITED STATES TROOPS <box>181 1592 271 1620</box>
credit-line: (By Telegraph—Press Association—Copyright) (Received This Day, 11.35 a.m.) <box>304 348 436 365</box>
